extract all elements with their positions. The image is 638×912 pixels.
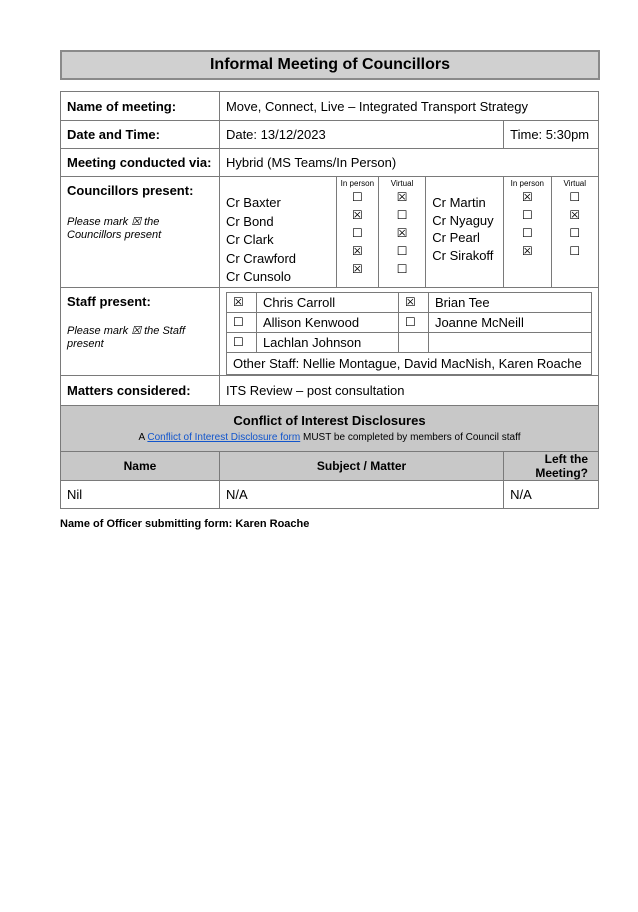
councillors-left-names xyxy=(219,177,336,288)
virtual-header-right: Virtual xyxy=(563,179,587,188)
coi-col-name: Name xyxy=(61,451,220,480)
coi-banner xyxy=(61,405,599,451)
councillors-left-inperson xyxy=(336,177,378,288)
staff-list-cell xyxy=(219,287,598,375)
in-person-header-right: In person xyxy=(510,179,544,188)
virtual-checkbox[interactable]: ☐ xyxy=(396,244,408,258)
row-coi-header xyxy=(61,451,599,480)
councillor-name: Cr Sirakoff xyxy=(432,247,494,263)
in-person-checkbox[interactable]: ☒ xyxy=(351,262,363,276)
meeting-form-table xyxy=(60,91,599,509)
councillor-name: Cr Pearl xyxy=(432,230,480,245)
councillors-right-inperson xyxy=(504,177,551,288)
in-person-checkbox[interactable]: ☒ xyxy=(521,244,533,258)
staff-name: Chris Carroll xyxy=(256,292,398,312)
coi-title: Conflict of Interest Disclosures xyxy=(233,413,426,428)
coi-col-subject: Subject / Matter xyxy=(219,451,503,480)
councillors-label-cell xyxy=(61,177,220,288)
virtual-checkbox[interactable]: ☒ xyxy=(396,226,408,240)
virtual-checkbox[interactable]: ☐ xyxy=(396,208,408,222)
time-value: Time: 5:30pm xyxy=(504,121,599,149)
virtual-header: Virtual xyxy=(390,179,414,188)
councillor-name: Cr Nyaguy xyxy=(432,212,494,228)
row-councillors xyxy=(61,177,599,288)
other-staff: Other Staff: Nellie Montague, David MacNish, Karen Roache xyxy=(226,352,591,374)
staff-grid xyxy=(226,292,592,375)
councillors-right-names xyxy=(426,177,504,288)
coi-entry-subject: N/A xyxy=(219,480,503,508)
conducted-via-label: Meeting conducted via: xyxy=(61,149,220,177)
coi-subtitle xyxy=(67,432,592,443)
councillors-note: Please mark ☒ the Councillors present xyxy=(67,216,162,241)
row-coi-entry xyxy=(61,480,599,508)
councillors-label: Councillors present: xyxy=(67,183,194,198)
in-person-checkbox[interactable]: ☐ xyxy=(351,190,363,204)
row-matters xyxy=(61,375,599,405)
virtual-checkbox[interactable]: ☐ xyxy=(569,226,581,240)
staff-name: Joanne McNeill xyxy=(428,312,591,332)
councillor-name: Cr Crawford xyxy=(225,250,297,266)
virtual-checkbox[interactable]: ☐ xyxy=(569,244,581,258)
row-name-of-meeting xyxy=(61,92,599,121)
councillors-left-virtual xyxy=(378,177,425,288)
name-of-meeting-value: Move, Connect, Live – Integrated Transport Strategy xyxy=(219,92,598,121)
councillor-name: Cr Baxter xyxy=(225,195,281,210)
coi-sub-prefix: A xyxy=(138,432,148,443)
coi-entry-name: Nil xyxy=(61,480,220,508)
staff-name: Allison Kenwood xyxy=(256,312,398,332)
staff-checkbox[interactable]: ☒ xyxy=(398,292,428,312)
staff-checkbox[interactable]: ☐ xyxy=(226,312,256,332)
in-person-checkbox[interactable]: ☐ xyxy=(351,226,363,240)
in-person-header: In person xyxy=(340,179,375,188)
in-person-checkbox[interactable]: ☒ xyxy=(351,208,363,222)
staff-checkbox[interactable]: ☒ xyxy=(226,292,256,312)
councillor-name: Cr Bond xyxy=(225,213,274,229)
name-of-meeting-label: Name of meeting: xyxy=(61,92,220,121)
in-person-checkbox[interactable]: ☒ xyxy=(521,190,533,204)
coi-col-left: Left the Meeting? xyxy=(504,451,599,480)
coi-sub-suffix: MUST be completed by members of Council staff xyxy=(300,432,521,443)
staff-checkbox[interactable]: ☐ xyxy=(226,332,256,352)
form-title: Informal Meeting of Councillors xyxy=(60,50,600,80)
virtual-checkbox[interactable]: ☐ xyxy=(396,262,408,276)
councillor-name: Cr Cunsolo xyxy=(225,269,291,284)
staff-name: Brian Tee xyxy=(428,292,591,312)
row-conducted-via xyxy=(61,149,599,177)
date-value: Date: 13/12/2023 xyxy=(219,121,503,149)
matters-label: Matters considered: xyxy=(61,375,220,405)
submitting-officer: Name of Officer submitting form: Karen Roache xyxy=(60,518,310,530)
in-person-checkbox[interactable]: ☐ xyxy=(521,208,533,222)
conducted-via-value: Hybrid (MS Teams/In Person) xyxy=(219,149,598,177)
councillor-name: Cr Martin xyxy=(432,195,486,210)
matters-value: ITS Review – post consultation xyxy=(219,375,598,405)
row-date-time xyxy=(61,121,599,149)
virtual-checkbox[interactable]: ☒ xyxy=(396,190,408,204)
in-person-checkbox[interactable]: ☐ xyxy=(521,226,533,240)
row-staff xyxy=(61,287,599,375)
councillors-right-virtual xyxy=(551,177,599,288)
staff-name: Lachlan Johnson xyxy=(256,332,398,352)
in-person-checkbox[interactable]: ☒ xyxy=(351,244,363,258)
staff-label: Staff present: xyxy=(67,293,151,309)
row-coi-banner xyxy=(61,405,599,451)
date-time-label: Date and Time: xyxy=(61,121,220,149)
staff-checkbox[interactable]: ☐ xyxy=(398,312,428,332)
staff-note: Please mark ☒ the Staff present xyxy=(67,324,186,350)
councillor-name: Cr Clark xyxy=(225,232,274,247)
coi-entry-left: N/A xyxy=(504,480,599,508)
virtual-checkbox[interactable]: ☐ xyxy=(569,190,581,204)
virtual-checkbox[interactable]: ☒ xyxy=(569,208,581,222)
coi-form-link[interactable]: Conflict of Interest Disclosure form xyxy=(147,432,301,443)
staff-label-cell xyxy=(61,287,220,375)
